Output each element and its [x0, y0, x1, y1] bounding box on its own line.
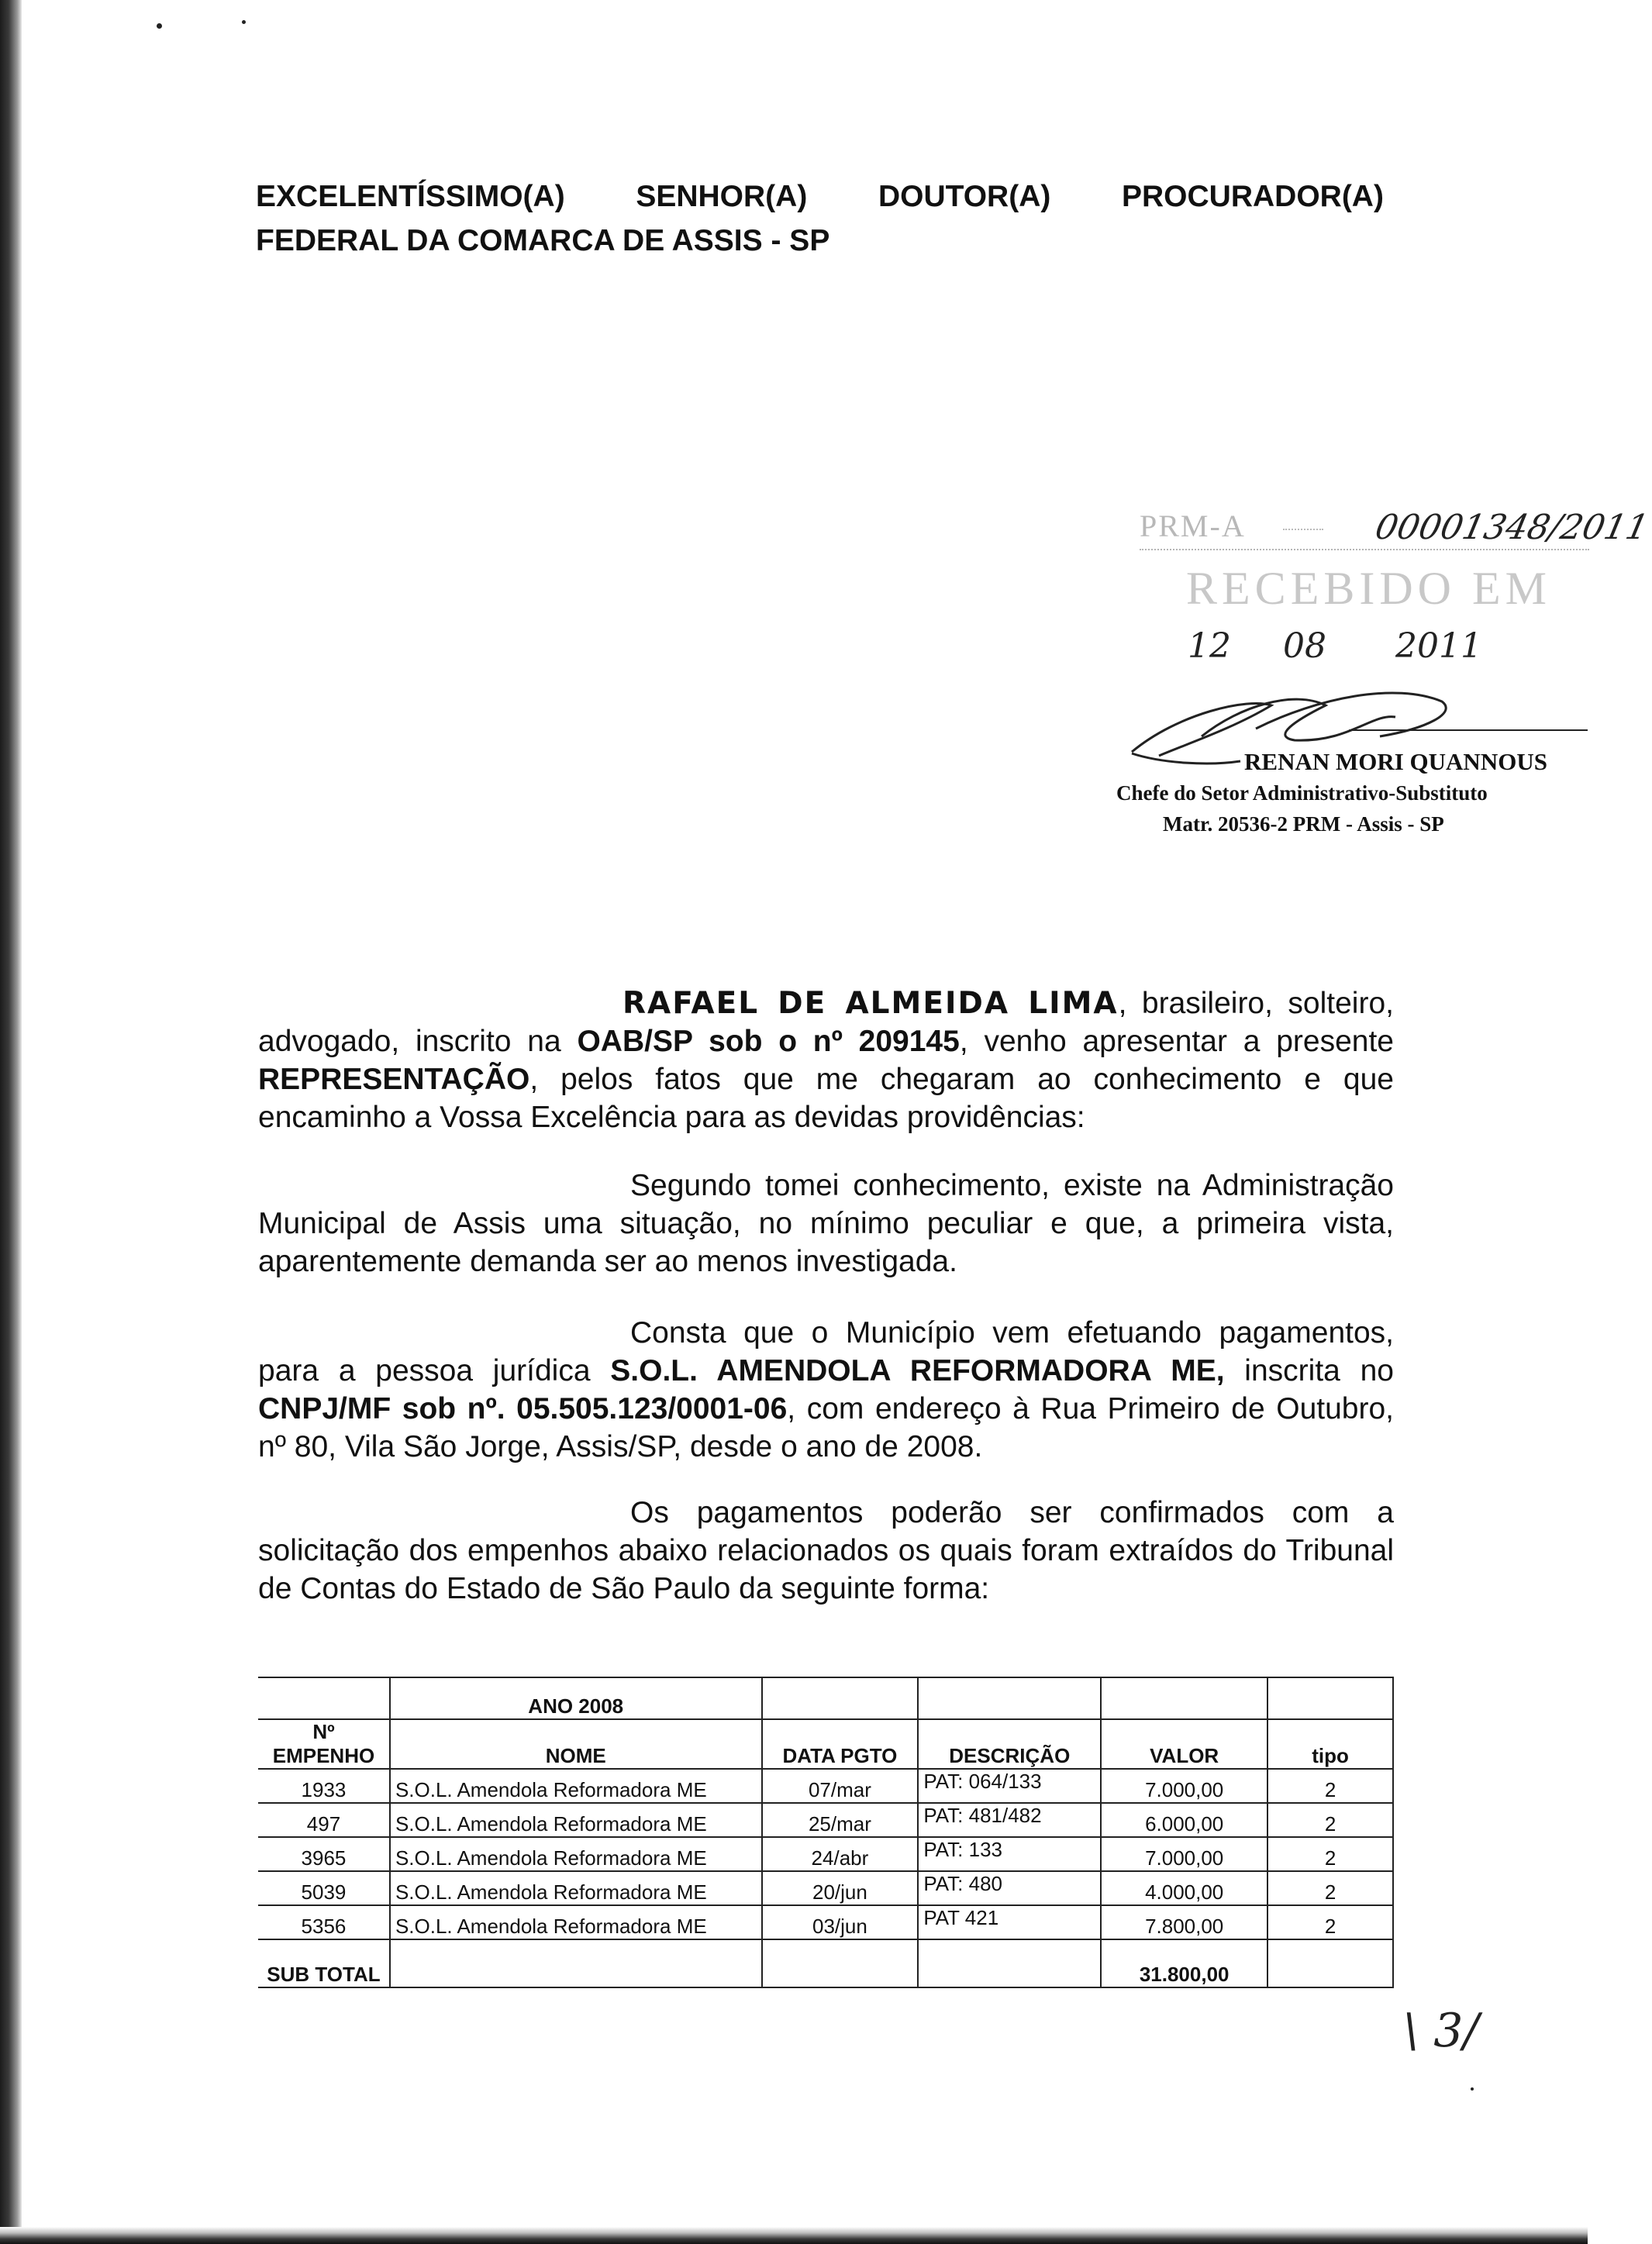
cell-valor: 4.000,00 — [1101, 1871, 1267, 1905]
heading-line-1 — [256, 174, 1384, 219]
cell-valor: 7.800,00 — [1101, 1905, 1267, 1939]
scan-edge-bottom — [0, 2227, 1588, 2244]
subtotal-value: 31.800,00 — [1101, 1939, 1267, 1987]
cell-tipo: 2 — [1267, 1837, 1393, 1871]
text: Os pagamentos poderão ser confirmados com a solicitação dos empenhos abaixo relacionados os quais foram extraídos do Tribunal de Contas do Estado de São Paulo da seguinte forma: — [258, 1496, 1394, 1605]
stamp-date-month: 08 — [1283, 626, 1326, 666]
cell-descricao: PAT: 480 — [918, 1871, 1101, 1905]
table-cell — [762, 1677, 919, 1719]
heading-word: EXCELENTÍSSIMO(A) — [256, 180, 565, 213]
signer-name: RENAN MORI QUANNOUS — [1244, 748, 1547, 775]
header-descricao: DESCRIÇÃO — [918, 1719, 1101, 1769]
cell-descricao: PAT: 133 — [918, 1837, 1101, 1871]
table-cell — [258, 1677, 390, 1719]
table-cell — [1267, 1677, 1393, 1719]
cell-empenho: 3965 — [258, 1837, 390, 1871]
table-year-label: ANO 2008 — [390, 1677, 762, 1719]
header-nome: NOME — [390, 1719, 762, 1769]
company-name: S.O.L. AMENDOLA REFORMADORA ME, — [610, 1354, 1225, 1387]
cell-tipo: 2 — [1267, 1905, 1393, 1939]
table-row — [258, 1871, 1393, 1905]
scan-speck — [157, 23, 162, 29]
heading-word: PROCURADOR(A) — [1121, 180, 1384, 213]
cell-tipo: 2 — [1267, 1871, 1393, 1905]
stamp-recebido-label: RECEBIDO EM — [1186, 563, 1551, 614]
text: , brasileiro, solteiro, advogado, inscrito na — [258, 987, 1394, 1058]
table-subtotal-row — [258, 1939, 1393, 1987]
stamp-prm-label: PRM-A — [1140, 508, 1246, 543]
heading-word: DOUTOR(A) — [878, 180, 1051, 213]
cell-nome: S.O.L. Amendola Reformadora ME — [390, 1769, 762, 1803]
cell-empenho: 5356 — [258, 1905, 390, 1939]
cell-data: 07/mar — [762, 1769, 919, 1803]
document-heading — [256, 174, 1384, 263]
cell-nome: S.O.L. Amendola Reformadora ME — [390, 1871, 762, 1905]
representacao-term: REPRESENTAÇÃO — [258, 1063, 530, 1096]
oab-registration: OAB/SP sob o nº 209145 — [577, 1025, 960, 1058]
text: inscrita no — [1224, 1354, 1394, 1387]
cell-tipo: 2 — [1267, 1769, 1393, 1803]
text: , venho apresentar a presente — [959, 1025, 1394, 1058]
cell-data: 20/jun — [762, 1871, 919, 1905]
paragraph-situation — [258, 1167, 1394, 1281]
scan-edge-left — [0, 0, 22, 2244]
text: Consta que o Município vem efetuando pagamentos, para a pessoa jurídica — [258, 1316, 1394, 1387]
cell-empenho: 497 — [258, 1803, 390, 1837]
header-empenho: Nº EMPENHO — [258, 1719, 390, 1769]
cell-data: 03/jun — [762, 1905, 919, 1939]
text: , com endereço à Rua Primeiro de Outubro, nº 80, Vila São Jorge, Assis/SP, desde o ano de 2008. — [258, 1392, 1394, 1463]
paragraph-intro — [258, 984, 1394, 1136]
cell-valor: 6.000,00 — [1101, 1803, 1267, 1837]
stamp-date-day: 12 — [1188, 626, 1231, 666]
cell-data: 24/abr — [762, 1837, 919, 1871]
table-header-row — [258, 1719, 1393, 1769]
header-data: DATA PGTO — [762, 1719, 919, 1769]
header-tipo: tipo — [1267, 1719, 1393, 1769]
cell-tipo: 2 — [1267, 1803, 1393, 1837]
petitioner-name: RAFAEL DE ALMEIDA LIMA — [623, 986, 1119, 1021]
protocol-number-handwritten: 00001348/2011 — [1371, 508, 1652, 547]
table-cell — [390, 1939, 762, 1987]
table-cell — [1267, 1939, 1393, 1987]
table-cell — [762, 1939, 919, 1987]
paragraph-confirmation — [258, 1494, 1394, 1608]
paragraph-payments — [258, 1314, 1394, 1466]
header-valor: VALOR — [1101, 1719, 1267, 1769]
table-cell — [1101, 1677, 1267, 1719]
handwritten-page-mark: \ 3/ — [1403, 2004, 1479, 2058]
scan-speck — [1471, 2087, 1474, 2091]
company-cnpj: CNPJ/MF sob nº. 05.505.123/0001-06 — [258, 1392, 788, 1425]
heading-word: SENHOR(A) — [636, 180, 808, 213]
subtotal-label: SUB TOTAL — [258, 1939, 390, 1987]
empenhos-table — [258, 1677, 1394, 1988]
cell-nome: S.O.L. Amendola Reformadora ME — [390, 1905, 762, 1939]
signer-role: Chefe do Setor Administrativo-Substituto — [1116, 781, 1488, 805]
table-year-row — [258, 1677, 1393, 1719]
cell-descricao: PAT 421 — [918, 1905, 1101, 1939]
stamp-date-year: 2011 — [1395, 626, 1482, 666]
heading-line-2: FEDERAL DA COMARCA DE ASSIS - SP — [256, 224, 830, 257]
table-row — [258, 1769, 1393, 1803]
cell-nome: S.O.L. Amendola Reformadora ME — [390, 1837, 762, 1871]
cell-data: 25/mar — [762, 1803, 919, 1837]
cell-valor: 7.000,00 — [1101, 1837, 1267, 1871]
cell-empenho: 1933 — [258, 1769, 390, 1803]
table-row — [258, 1837, 1393, 1871]
table-row — [258, 1803, 1393, 1837]
stamp-dots — [1283, 529, 1323, 530]
table-cell — [918, 1939, 1101, 1987]
signer-registration: Matr. 20536-2 PRM - Assis - SP — [1163, 812, 1444, 836]
stamp-rule — [1140, 549, 1589, 550]
cell-descricao: PAT: 481/482 — [918, 1803, 1101, 1837]
cell-nome: S.O.L. Amendola Reformadora ME — [390, 1803, 762, 1837]
text: , pelos fatos que me chegaram ao conhecimento e que encaminho a Vossa Excelência para as devidas providências: — [258, 1063, 1394, 1134]
cell-empenho: 5039 — [258, 1871, 390, 1905]
scan-speck — [242, 20, 246, 24]
cell-valor: 7.000,00 — [1101, 1769, 1267, 1803]
table-row — [258, 1905, 1393, 1939]
text: Segundo tomei conhecimento, existe na Administração Municipal de Assis uma situação, no mínimo peculiar e que, a primeira vista, aparentemente demanda ser ao menos investigada. — [258, 1169, 1394, 1278]
cell-descricao: PAT: 064/133 — [918, 1769, 1101, 1803]
table-cell — [918, 1677, 1101, 1719]
